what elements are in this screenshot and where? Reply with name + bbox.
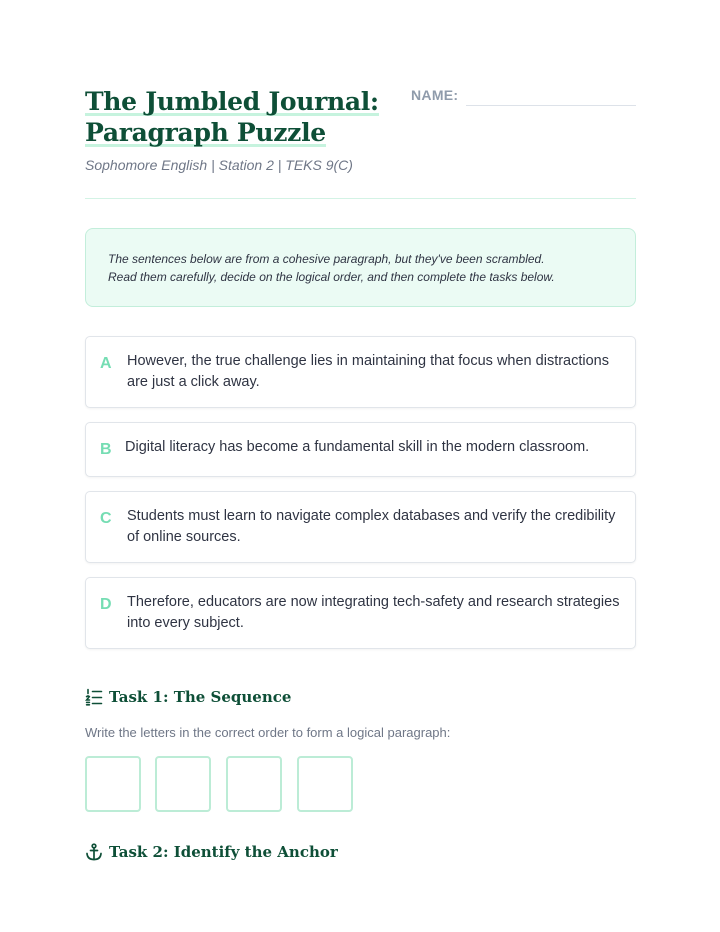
anchor-icon: [85, 843, 103, 861]
sentence-card-d: [85, 577, 636, 649]
title-line-1: The Jumbled Journal:: [85, 87, 379, 116]
sentence-letter: A: [100, 355, 112, 372]
task-1-instruction: Write the letters in the correct order to form a logical paragraph:: [85, 725, 451, 740]
answer-box-1[interactable]: [85, 756, 141, 812]
instructions-line-1: The sentences below are from a cohesive paragraph, but they've been scrambled.: [108, 252, 545, 266]
sentence-letter: C: [100, 510, 112, 527]
subtitle: Sophomore English | Station 2 | TEKS 9(C): [85, 157, 353, 173]
answer-box-3[interactable]: [226, 756, 282, 812]
sentence-letter: D: [100, 596, 112, 613]
task-1-title: Task 1: The Sequence: [109, 688, 292, 706]
name-write-line[interactable]: [466, 105, 636, 106]
sentence-text: Students must learn to navigate complex databases and verify the credibility of online sources.: [127, 508, 616, 545]
name-label: NAME:: [411, 87, 459, 103]
title-line-2: Paragraph Puzzle: [85, 118, 326, 147]
sentence-text: Therefore, educators are now integrating tech-safety and research strategies into every subject.: [127, 594, 620, 631]
instructions-line-2: Read them carefully, decide on the logical order, and then complete the tasks below.: [108, 270, 555, 284]
task-2-title: Task 2: Identify the Anchor: [109, 843, 338, 861]
sentence-letter: B: [100, 441, 112, 458]
sentence-card-b: [85, 422, 636, 477]
page-title: [85, 86, 385, 148]
instructions-panel: [85, 228, 636, 307]
sentence-card-c: [85, 491, 636, 563]
name-field[interactable]: [411, 87, 636, 107]
header-divider: [85, 198, 636, 199]
answer-box-4[interactable]: [297, 756, 353, 812]
sentence-card-a: [85, 336, 636, 408]
answer-box-2[interactable]: [155, 756, 211, 812]
header: [85, 86, 636, 173]
numbered-list-icon: [85, 688, 103, 706]
sentence-text: Digital literacy has become a fundamental skill in the modern classroom.: [125, 439, 590, 455]
sentence-text: However, the true challenge lies in maintaining that focus when distractions are just a click away.: [127, 353, 609, 390]
